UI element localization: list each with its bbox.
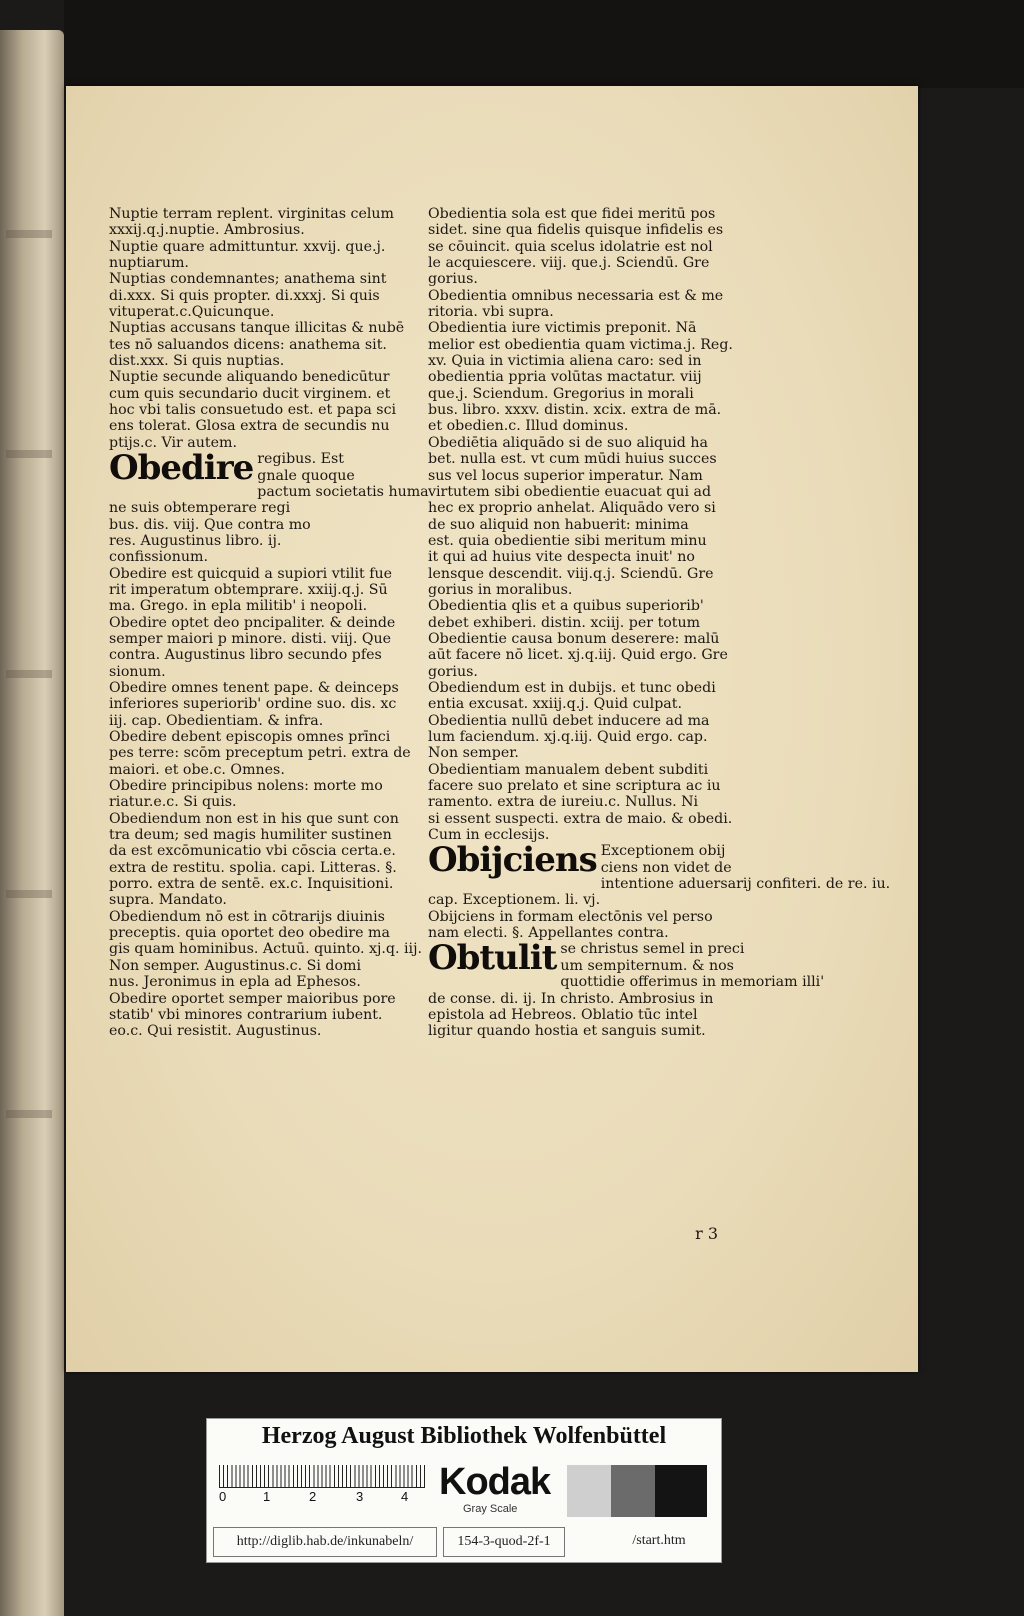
text-line: Obedientia nullū debet inducere ad ma: [428, 712, 710, 729]
gray-scale-label: Gray Scale: [463, 1503, 518, 1515]
text-line: Obedientia iure victimis preponit. Nā: [428, 320, 697, 337]
text-line: ma. Grego. in epla militib' i neopoli.: [109, 598, 368, 615]
text-line: gis quam hominibus. Actuū. quinto. xj.q. iij.: [109, 941, 423, 958]
text-line: et obedien.c. Illud dominus.: [428, 418, 629, 435]
text-line: obedientia ppria volūtas mactatur. viij: [428, 369, 702, 386]
text-line: ne suis obtemperare regi: [109, 500, 291, 517]
text-line: iij. cap. Obedientiam. & infra.: [109, 712, 324, 729]
heading-initial-word: Obtulit: [428, 938, 557, 979]
text-line: Obedire optet deo pncipaliter. & deinde: [109, 614, 396, 631]
text-line: xxxij.q.j.nuptie. Ambrosius.: [109, 222, 305, 239]
text-line: ens tolerat. Glosa extra de secundis nu: [109, 418, 390, 435]
book-page: [66, 86, 918, 1372]
text-line: Obedientiam manualem debent subditi: [428, 761, 709, 778]
text-line: bet. nulla est. vt cum mūdi huius succes: [428, 451, 717, 468]
text-line: vituperat.c.Quicunque.: [109, 304, 275, 321]
text-line: Cum in ecclesijs.: [428, 827, 550, 844]
text-line: virtutem sibi obedientie euacuat qui ad: [428, 483, 712, 500]
right-text-column: [428, 206, 891, 1040]
text-line: de conse. di. ij. In christo. Ambrosius in: [428, 990, 714, 1007]
text-line: gorius in moralibus.: [428, 581, 573, 598]
text-line: confissionum.: [109, 549, 208, 566]
text-line: aūt facere nō licet. xj.q.iij. Quid ergo. Gre: [428, 647, 728, 664]
kodak-logo: Kodak: [439, 1461, 551, 1503]
text-line: Obedire omnes tenent pape. & deinceps: [109, 679, 399, 696]
text-line: nus. Jeronimus in epla ad Ephesos.: [109, 974, 361, 991]
text-line: nam electi. §. Appellantes contra.: [428, 925, 669, 942]
text-line: tes nō saluandos dicens: anathema sit.: [109, 336, 387, 353]
text-line: hoc vbi talis consuetudo est. et papa sci: [109, 402, 397, 419]
text-line: ptijs.c. Vir autem.: [109, 434, 237, 451]
text-line: eo.c. Qui resistit. Augustinus.: [109, 1023, 322, 1040]
text-line: hec ex proprio anhelat. Aliquādo vero si: [428, 500, 716, 517]
text-line: ritoria. vbi supra.: [428, 304, 554, 321]
text-line: sionum.: [109, 663, 166, 680]
text-line: Obedientia qlis et a quibus superiorib': [428, 598, 704, 615]
scan-background: [64, 0, 1024, 88]
text-line: cap. Exceptionem. li. vj.: [428, 892, 601, 909]
text-line: bus. libro. xxxv. distin. xcix. extra de mā.: [428, 402, 722, 419]
text-line: ramento. extra de iureiu.c. Nullus. Ni: [428, 794, 699, 811]
text-line: Obedientia omnibus necessaria est & me: [428, 287, 724, 304]
text-line: lensque descendit. viij.q.j. Sciendū. Gre: [428, 565, 714, 582]
ruler-number: 0: [219, 1489, 227, 1504]
text-line: le acquiescere. viij. que.j. Sciendū. Gre: [428, 255, 710, 272]
gray-swatch-mid: [611, 1465, 655, 1517]
text-line: entia excusat. xxiij.q.j. Quid culpat.: [428, 696, 682, 713]
ruler-number: 4: [401, 1489, 409, 1504]
text-line: Obediendum nō est in cōtrarijs diuinis: [109, 908, 385, 925]
entry-heading: [428, 840, 732, 881]
text-line: riatur.e.c. Si quis.: [109, 794, 237, 811]
text-line: sidet. sine qua fidelis quisque infidelis es: [428, 222, 724, 239]
text-line: di.xxx. Si quis propter. di.xxxj. Si quis: [109, 287, 380, 304]
text-line: Non semper. Augustinus.c. Si domi: [109, 957, 361, 974]
text-line: extra de restitu. spolia. capi. Litteras. §.: [109, 859, 397, 876]
measurement-ruler: [219, 1465, 425, 1503]
ruler-number: 1: [263, 1489, 271, 1504]
text-line: bus. dis. viij. Que contra mo: [109, 516, 311, 533]
entry-heading: [109, 448, 429, 549]
text-line: dist.xxx. Si quis nuptias.: [109, 353, 285, 370]
text-line: preceptis. quia oportet deo obedire ma: [109, 925, 390, 942]
text-line: Exceptionem obij: [600, 843, 726, 860]
text-line: gnale quoque: [257, 467, 355, 484]
text-line: gorius.: [428, 663, 478, 680]
text-line: melior est obedientia quam victima.j. Reg.: [428, 336, 733, 353]
heading-initial-word: Obedire: [109, 448, 254, 489]
start-page-link: /start.htm: [632, 1533, 686, 1548]
text-line: Obediendum est in dubijs. et tunc obedi: [428, 679, 716, 696]
text-line: debet exhiberi. distin. xciij. per totum: [428, 614, 701, 631]
text-line: se christus semel in preci: [560, 941, 745, 958]
text-line: intentione aduersarij confiteri. de re. iu.: [600, 876, 891, 893]
text-line: Nuptie quare admittuntur. xxvij. que.j.: [109, 238, 386, 255]
text-line: Obediētia aliquādo si de suo aliquid ha: [428, 434, 708, 451]
entry-heading: [428, 938, 745, 979]
text-line: sus vel locus superior imperatur. Nam: [428, 467, 703, 484]
text-line: regibus. Est: [257, 451, 344, 468]
text-line: Obedientie causa bonum deserere: malū: [428, 630, 720, 647]
text-line: ciens non videt de: [600, 859, 732, 876]
heading-initial-word: Obijciens: [428, 840, 597, 881]
item-id: 154-3-quod-2f-1: [443, 1527, 565, 1557]
text-line: Nuptias accusans tanque illicitas & nubē: [109, 320, 405, 337]
text-line: Obedientia sola est que fidei meritū pos: [428, 206, 716, 222]
gray-swatch-light: [567, 1465, 611, 1517]
text-line: xv. Quia in victimia aliena caro: sed in: [428, 353, 702, 370]
library-title: Herzog August Bibliothek Wolfenbüttel: [261, 1423, 667, 1449]
text-line: Nuptias condemnantes; anathema sint: [109, 271, 387, 288]
text-line: statib' vbi minores contrarium iubent.: [109, 1006, 383, 1023]
text-line: pes terre: scōm preceptum petri. extra de: [109, 745, 411, 762]
text-line: gorius.: [428, 271, 478, 288]
text-line: res. Augustinus libro. ij.: [109, 532, 282, 549]
text-line: Obedire debent episcopis omnes prīnci: [109, 729, 391, 745]
signature-mark: r 3: [695, 1224, 718, 1243]
ruler-number: 2: [309, 1489, 317, 1504]
text-line: lum faciendum. xj.q.iij. Quid ergo. cap.: [428, 729, 708, 745]
text-line: quottidie offerimus in memoriam illi': [560, 974, 825, 991]
text-line: inferiores superiorib' ordine suo. dis. xc: [109, 696, 397, 713]
text-line: Non semper.: [428, 745, 519, 762]
adjacent-page-edge: [0, 30, 64, 1616]
text-line: semper maiori p minore. disti. viij. Que: [109, 630, 392, 647]
text-line: Obedire principibus nolens: morte mo: [109, 778, 383, 795]
text-line: da est excōmunicatio vbi cōscia certa.e.: [109, 843, 396, 860]
text-line: de suo aliquid non habuerit: minima: [428, 516, 689, 533]
text-line: tra deum; sed magis humiliter sustinen: [109, 827, 392, 844]
text-line: it qui ad huius vite despecta inuit' no: [428, 549, 695, 566]
text-line: contra. Augustinus libro secundo pfes: [109, 647, 382, 664]
text-line: nuptiarum.: [109, 255, 189, 272]
text-line: est. quia obedientie sibi meritum minu: [428, 532, 707, 549]
kodak-target-strip: [206, 1418, 722, 1563]
text-line: facere suo prelato et sine scriptura ac iu: [428, 778, 721, 795]
text-line: pactum societatis huma: [257, 483, 429, 500]
text-line: cum quis secundario ducit virginem. et: [109, 385, 391, 402]
text-line: se cōuincit. quia scelus idolatrie est nol: [428, 238, 713, 255]
text-line: Obedire est quicquid a supiori vtilit fue: [109, 565, 393, 582]
gray-swatch-dark: [655, 1465, 707, 1517]
text-line: Nuptie secunde aliquando benedicūtur: [109, 369, 390, 386]
ruler-ticks: [219, 1465, 425, 1488]
text-line: Obediendum non est in his que sunt con: [109, 810, 399, 827]
text-line: maiori. et obe.c. Omnes.: [109, 761, 285, 778]
left-text-column: [109, 206, 429, 1040]
text-line: epistola ad Hebreos. Oblatio tūc intel: [428, 1006, 698, 1023]
text-line: um sempiternum. & nos: [560, 957, 734, 974]
text-line: Obijciens in formam electōnis vel perso: [428, 908, 713, 925]
text-line: porro. extra de sentē. ex.c. Inquisitioni.: [109, 876, 394, 893]
ruler-number: 3: [356, 1489, 364, 1504]
text-line: si essent suspecti. extra de maio. & obedi.: [428, 810, 733, 827]
text-line: Nuptie terram replent. virginitas celum: [109, 206, 394, 222]
text-line: Obedire oportet semper maioribus pore: [109, 990, 396, 1007]
text-line: rit imperatum obtemprare. xxiij.q.j. Sū: [109, 581, 388, 598]
text-line: supra. Mandato.: [109, 892, 227, 909]
library-url: http://diglib.hab.de/inkunabeln/: [213, 1527, 437, 1557]
text-line: ligitur quando hostia et sanguis sumit.: [428, 1023, 706, 1040]
text-line: que.j. Sciendum. Gregorius in morali: [428, 385, 694, 402]
